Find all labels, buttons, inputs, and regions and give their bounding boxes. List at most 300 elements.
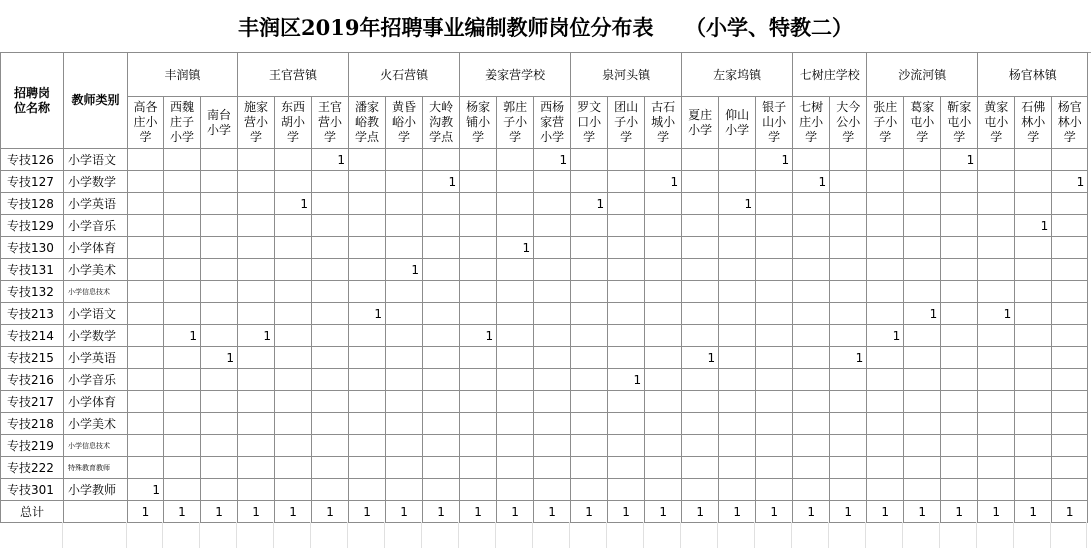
category-cell[interactable]: 小学数学 [64,325,128,347]
value-cell[interactable] [164,347,201,369]
value-cell[interactable] [756,457,793,479]
value-cell[interactable] [423,303,460,325]
value-cell[interactable] [756,215,793,237]
value-cell[interactable] [534,281,571,303]
value-cell[interactable] [497,479,534,501]
total-label-cell[interactable]: 总计 [1,501,64,523]
value-cell[interactable] [275,391,312,413]
value-cell[interactable] [682,215,719,237]
total-value-cell[interactable]: 1 [201,501,238,523]
value-cell[interactable] [386,215,423,237]
value-cell[interactable] [128,303,164,325]
value-cell[interactable] [312,237,349,259]
value-cell[interactable] [201,369,238,391]
total-value-cell[interactable]: 1 [571,501,608,523]
category-cell[interactable]: 小学数学 [64,171,128,193]
post-code-cell[interactable]: 专技130 [1,237,64,259]
value-cell[interactable] [1015,457,1052,479]
value-cell[interactable] [128,259,164,281]
value-cell[interactable]: 1 [904,303,941,325]
total-value-cell[interactable]: 1 [460,501,497,523]
value-cell[interactable] [941,391,978,413]
post-code-cell[interactable]: 专技213 [1,303,64,325]
value-cell[interactable]: 1 [793,171,830,193]
value-cell[interactable] [1015,237,1052,259]
value-cell[interactable] [719,435,756,457]
value-cell[interactable] [867,237,904,259]
category-cell[interactable]: 小学美术 [64,259,128,281]
value-cell[interactable] [978,369,1015,391]
value-cell[interactable] [423,435,460,457]
value-cell[interactable] [128,215,164,237]
value-cell[interactable] [460,215,497,237]
value-cell[interactable] [534,347,571,369]
value-cell[interactable] [719,347,756,369]
value-cell[interactable] [238,479,275,501]
value-cell[interactable]: 1 [682,347,719,369]
post-code-cell[interactable]: 专技129 [1,215,64,237]
value-cell[interactable] [238,369,275,391]
value-cell[interactable] [201,215,238,237]
value-cell[interactable] [164,479,201,501]
value-cell[interactable] [830,413,867,435]
value-cell[interactable] [534,369,571,391]
value-cell[interactable] [497,347,534,369]
value-cell[interactable]: 1 [1015,215,1052,237]
value-cell[interactable] [978,193,1015,215]
value-cell[interactable] [128,237,164,259]
value-cell[interactable] [164,435,201,457]
value-cell[interactable] [349,171,386,193]
value-cell[interactable] [571,303,608,325]
value-cell[interactable] [128,435,164,457]
category-cell[interactable]: 小学音乐 [64,369,128,391]
value-cell[interactable] [275,281,312,303]
value-cell[interactable] [275,215,312,237]
value-cell[interactable] [719,149,756,171]
value-cell[interactable] [756,369,793,391]
category-cell[interactable]: 小学信息技术 [64,281,128,303]
value-cell[interactable] [571,325,608,347]
value-cell[interactable] [1052,259,1088,281]
value-cell[interactable] [941,215,978,237]
value-cell[interactable] [904,369,941,391]
value-cell[interactable] [645,391,682,413]
value-cell[interactable] [423,259,460,281]
total-value-cell[interactable]: 1 [423,501,460,523]
value-cell[interactable] [312,413,349,435]
value-cell[interactable] [645,215,682,237]
value-cell[interactable] [534,391,571,413]
total-value-cell[interactable]: 1 [682,501,719,523]
value-cell[interactable] [349,347,386,369]
value-cell[interactable] [1052,347,1088,369]
value-cell[interactable] [312,171,349,193]
value-cell[interactable] [978,237,1015,259]
value-cell[interactable] [128,325,164,347]
post-code-cell[interactable]: 专技301 [1,479,64,501]
value-cell[interactable] [608,479,645,501]
value-cell[interactable] [238,193,275,215]
value-cell[interactable] [201,149,238,171]
value-cell[interactable] [719,457,756,479]
total-value-cell[interactable]: 1 [941,501,978,523]
value-cell[interactable] [238,259,275,281]
value-cell[interactable] [238,149,275,171]
value-cell[interactable] [312,259,349,281]
value-cell[interactable]: 1 [719,193,756,215]
post-code-cell[interactable]: 专技128 [1,193,64,215]
value-cell[interactable] [201,391,238,413]
value-cell[interactable] [386,347,423,369]
value-cell[interactable] [978,149,1015,171]
value-cell[interactable] [978,325,1015,347]
value-cell[interactable] [608,413,645,435]
value-cell[interactable] [386,435,423,457]
value-cell[interactable] [793,215,830,237]
value-cell[interactable] [201,303,238,325]
total-value-cell[interactable]: 1 [386,501,423,523]
value-cell[interactable] [128,149,164,171]
value-cell[interactable] [497,325,534,347]
value-cell[interactable] [793,237,830,259]
value-cell[interactable] [645,281,682,303]
value-cell[interactable] [349,413,386,435]
value-cell[interactable] [497,413,534,435]
value-cell[interactable] [164,215,201,237]
value-cell[interactable] [608,259,645,281]
total-value-cell[interactable]: 1 [349,501,386,523]
value-cell[interactable] [1052,193,1088,215]
value-cell[interactable] [460,479,497,501]
value-cell[interactable] [867,193,904,215]
value-cell[interactable] [534,325,571,347]
value-cell[interactable] [645,193,682,215]
value-cell[interactable] [904,193,941,215]
value-cell[interactable] [682,435,719,457]
value-cell[interactable] [571,479,608,501]
value-cell[interactable] [423,281,460,303]
value-cell[interactable] [830,435,867,457]
value-cell[interactable] [201,479,238,501]
category-cell[interactable]: 特殊教育教师 [64,457,128,479]
value-cell[interactable] [904,215,941,237]
value-cell[interactable] [460,237,497,259]
category-cell[interactable]: 小学体育 [64,237,128,259]
value-cell[interactable] [645,369,682,391]
category-cell[interactable]: 小学体育 [64,391,128,413]
value-cell[interactable] [571,281,608,303]
value-cell[interactable] [1015,281,1052,303]
value-cell[interactable] [904,149,941,171]
value-cell[interactable] [312,391,349,413]
value-cell[interactable] [867,457,904,479]
value-cell[interactable]: 1 [941,149,978,171]
category-cell[interactable]: 小学英语 [64,193,128,215]
value-cell[interactable] [423,193,460,215]
value-cell[interactable] [460,259,497,281]
value-cell[interactable] [719,303,756,325]
value-cell[interactable] [534,457,571,479]
value-cell[interactable] [941,435,978,457]
value-cell[interactable] [460,149,497,171]
value-cell[interactable] [978,413,1015,435]
value-cell[interactable] [941,479,978,501]
value-cell[interactable] [941,369,978,391]
value-cell[interactable] [645,435,682,457]
value-cell[interactable] [645,413,682,435]
value-cell[interactable]: 1 [128,479,164,501]
value-cell[interactable] [164,303,201,325]
total-value-cell[interactable]: 1 [904,501,941,523]
value-cell[interactable] [719,369,756,391]
value-cell[interactable] [608,237,645,259]
value-cell[interactable] [830,171,867,193]
value-cell[interactable] [164,391,201,413]
value-cell[interactable]: 1 [830,347,867,369]
value-cell[interactable] [867,149,904,171]
value-cell[interactable] [386,303,423,325]
value-cell[interactable] [645,259,682,281]
value-cell[interactable] [719,215,756,237]
category-cell[interactable]: 小学教师 [64,479,128,501]
value-cell[interactable] [608,193,645,215]
value-cell[interactable] [164,281,201,303]
value-cell[interactable] [1015,193,1052,215]
value-cell[interactable] [423,325,460,347]
value-cell[interactable] [608,347,645,369]
value-cell[interactable] [830,237,867,259]
value-cell[interactable] [201,413,238,435]
total-value-cell[interactable]: 1 [608,501,645,523]
value-cell[interactable] [312,369,349,391]
value-cell[interactable] [608,391,645,413]
value-cell[interactable] [941,457,978,479]
value-cell[interactable] [238,391,275,413]
value-cell[interactable] [275,435,312,457]
value-cell[interactable] [275,237,312,259]
post-code-cell[interactable]: 专技131 [1,259,64,281]
value-cell[interactable] [460,413,497,435]
value-cell[interactable] [645,149,682,171]
value-cell[interactable] [719,413,756,435]
value-cell[interactable] [571,347,608,369]
value-cell[interactable] [201,325,238,347]
value-cell[interactable] [534,193,571,215]
value-cell[interactable] [608,303,645,325]
value-cell[interactable] [756,259,793,281]
post-code-cell[interactable]: 专技218 [1,413,64,435]
value-cell[interactable] [312,347,349,369]
value-cell[interactable] [238,457,275,479]
value-cell[interactable] [682,303,719,325]
value-cell[interactable] [460,457,497,479]
value-cell[interactable] [1052,391,1088,413]
value-cell[interactable] [571,237,608,259]
value-cell[interactable] [1052,479,1088,501]
value-cell[interactable] [645,347,682,369]
value-cell[interactable] [1052,215,1088,237]
value-cell[interactable] [756,193,793,215]
value-cell[interactable] [1052,303,1088,325]
value-cell[interactable] [756,303,793,325]
value-cell[interactable] [312,193,349,215]
value-cell[interactable] [386,413,423,435]
value-cell[interactable] [201,193,238,215]
value-cell[interactable] [978,457,1015,479]
value-cell[interactable] [830,457,867,479]
value-cell[interactable]: 1 [349,303,386,325]
category-cell[interactable]: 小学音乐 [64,215,128,237]
value-cell[interactable] [904,479,941,501]
value-cell[interactable] [904,237,941,259]
post-code-cell[interactable]: 专技216 [1,369,64,391]
value-cell[interactable] [128,413,164,435]
value-cell[interactable] [756,435,793,457]
value-cell[interactable] [1015,149,1052,171]
value-cell[interactable] [275,347,312,369]
value-cell[interactable] [275,171,312,193]
value-cell[interactable] [793,303,830,325]
value-cell[interactable] [201,281,238,303]
value-cell[interactable] [349,193,386,215]
value-cell[interactable] [793,347,830,369]
post-code-cell[interactable]: 专技214 [1,325,64,347]
value-cell[interactable] [608,325,645,347]
category-cell[interactable]: 小学语文 [64,303,128,325]
value-cell[interactable] [386,149,423,171]
value-cell[interactable] [682,391,719,413]
value-cell[interactable] [128,369,164,391]
value-cell[interactable] [460,435,497,457]
value-cell[interactable]: 1 [534,149,571,171]
value-cell[interactable] [1015,347,1052,369]
value-cell[interactable] [941,281,978,303]
value-cell[interactable] [275,413,312,435]
value-cell[interactable] [793,193,830,215]
value-cell[interactable] [793,391,830,413]
total-value-cell[interactable]: 1 [830,501,867,523]
category-cell[interactable]: 小学美术 [64,413,128,435]
post-code-cell[interactable]: 专技126 [1,149,64,171]
value-cell[interactable] [682,149,719,171]
value-cell[interactable] [238,435,275,457]
value-cell[interactable] [1052,435,1088,457]
value-cell[interactable] [534,215,571,237]
value-cell[interactable] [682,171,719,193]
value-cell[interactable] [608,281,645,303]
value-cell[interactable] [867,215,904,237]
value-cell[interactable] [793,457,830,479]
value-cell[interactable] [719,259,756,281]
value-cell[interactable] [904,281,941,303]
value-cell[interactable] [238,347,275,369]
value-cell[interactable]: 1 [460,325,497,347]
value-cell[interactable] [497,369,534,391]
value-cell[interactable] [645,237,682,259]
value-cell[interactable] [645,303,682,325]
value-cell[interactable] [571,171,608,193]
value-cell[interactable] [128,171,164,193]
value-cell[interactable]: 1 [645,171,682,193]
value-cell[interactable] [534,435,571,457]
value-cell[interactable] [386,391,423,413]
value-cell[interactable] [349,149,386,171]
value-cell[interactable] [386,193,423,215]
value-cell[interactable] [645,479,682,501]
value-cell[interactable] [312,435,349,457]
value-cell[interactable] [756,325,793,347]
value-cell[interactable] [349,479,386,501]
value-cell[interactable] [312,457,349,479]
value-cell[interactable] [386,479,423,501]
value-cell[interactable] [756,391,793,413]
value-cell[interactable] [128,391,164,413]
value-cell[interactable] [904,435,941,457]
value-cell[interactable] [793,325,830,347]
value-cell[interactable] [867,259,904,281]
value-cell[interactable] [941,237,978,259]
value-cell[interactable] [423,391,460,413]
value-cell[interactable] [275,149,312,171]
value-cell[interactable] [386,281,423,303]
value-cell[interactable] [497,215,534,237]
total-value-cell[interactable]: 1 [719,501,756,523]
post-code-cell[interactable]: 专技222 [1,457,64,479]
value-cell[interactable] [497,457,534,479]
total-value-cell[interactable]: 1 [238,501,275,523]
value-cell[interactable] [386,369,423,391]
value-cell[interactable] [941,325,978,347]
value-cell[interactable] [904,413,941,435]
post-code-cell[interactable]: 专技215 [1,347,64,369]
value-cell[interactable] [830,325,867,347]
value-cell[interactable] [1015,325,1052,347]
value-cell[interactable] [349,435,386,457]
value-cell[interactable] [312,215,349,237]
value-cell[interactable] [497,435,534,457]
value-cell[interactable]: 1 [497,237,534,259]
value-cell[interactable] [608,171,645,193]
value-cell[interactable] [275,303,312,325]
value-cell[interactable] [423,479,460,501]
value-cell[interactable] [756,347,793,369]
value-cell[interactable] [719,237,756,259]
value-cell[interactable] [571,149,608,171]
value-cell[interactable] [571,413,608,435]
value-cell[interactable] [682,237,719,259]
value-cell[interactable] [978,435,1015,457]
total-value-cell[interactable]: 1 [1052,501,1088,523]
value-cell[interactable] [719,391,756,413]
value-cell[interactable] [793,479,830,501]
value-cell[interactable] [978,391,1015,413]
value-cell[interactable] [830,281,867,303]
value-cell[interactable] [830,479,867,501]
value-cell[interactable] [867,303,904,325]
value-cell[interactable]: 1 [1052,171,1088,193]
value-cell[interactable] [164,171,201,193]
value-cell[interactable] [571,215,608,237]
value-cell[interactable] [571,259,608,281]
value-cell[interactable] [1015,259,1052,281]
value-cell[interactable] [830,369,867,391]
value-cell[interactable] [830,149,867,171]
value-cell[interactable] [275,259,312,281]
value-cell[interactable]: 1 [386,259,423,281]
value-cell[interactable] [904,325,941,347]
value-cell[interactable] [1052,369,1088,391]
